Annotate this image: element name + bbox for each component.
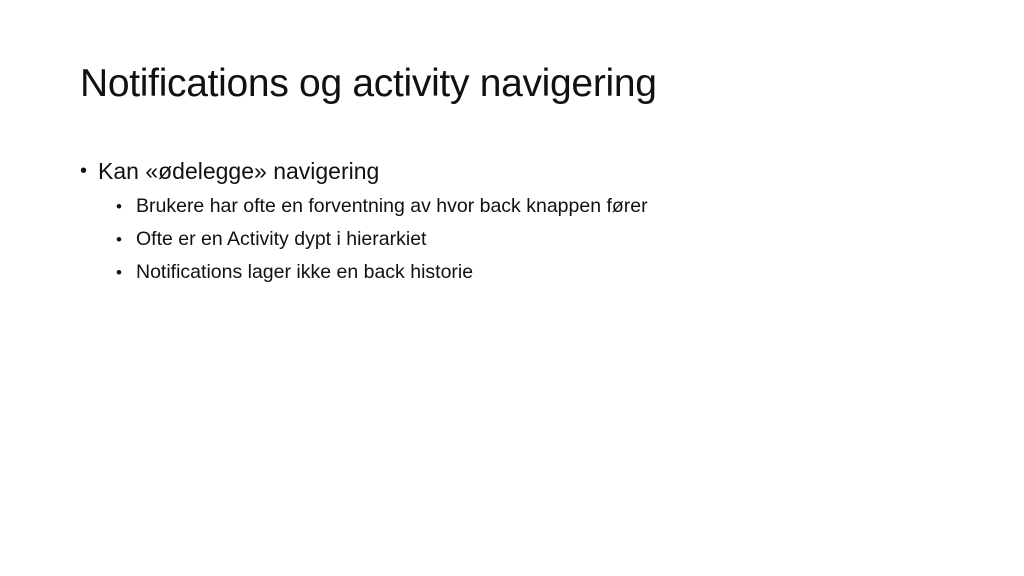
sub-bullet-text: Ofte er en Activity dypt i hierarkiet bbox=[136, 228, 427, 250]
slide-content bbox=[80, 152, 960, 289]
bullet-icon: • bbox=[116, 263, 122, 282]
sub-bullet-list bbox=[116, 190, 960, 289]
sub-bullet-item bbox=[116, 256, 960, 289]
sub-bullet-item bbox=[116, 223, 960, 256]
bullet-icon: • bbox=[116, 197, 122, 216]
bullet-icon: • bbox=[80, 160, 88, 182]
bullet-text: Kan «ødelegge» navigering bbox=[98, 158, 380, 184]
bullet-icon: • bbox=[116, 230, 122, 249]
bullet-item bbox=[80, 152, 960, 190]
sub-bullet-text: Notifications lager ikke en back historie bbox=[136, 261, 474, 283]
sub-bullet-item bbox=[116, 190, 960, 223]
sub-bullet-text: Brukere har ofte en forventning av hvor back knappen fører bbox=[136, 195, 648, 217]
slide-title: Notifications og activity navigering bbox=[80, 62, 657, 105]
